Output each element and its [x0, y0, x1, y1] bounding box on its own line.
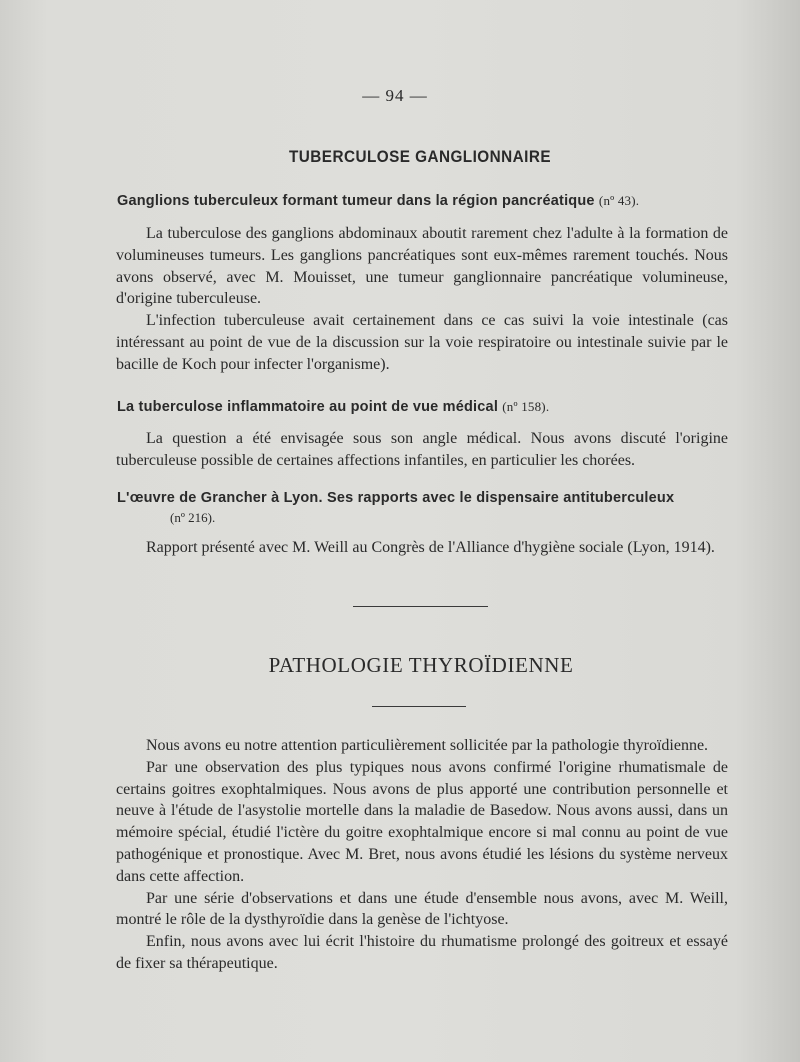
entry-body: [116, 537, 728, 559]
paragraph: La question a été envisagée sous son angle médical. Nous avons discuté l'origine tuberculeuse possible de certaines affections infantiles, en particulier les chorées.: [116, 430, 728, 469]
entry-heading-text: L'œuvre de Grancher à Lyon. Ses rapports avec le dispensaire antituberculeux: [117, 490, 675, 506]
entry-heading: [117, 399, 549, 415]
paragraph: L'infection tuberculeuse avait certainement dans ce cas suivi la voie intestinale (cas intéressant au point de vue de la discussion sur la voie respiratoire ou intestinale suivie par le bacille de Koch pour infecter l'organisme).: [116, 312, 728, 373]
entry-reference: (nº 216).: [170, 510, 216, 525]
entry-reference: (nº 158).: [502, 399, 550, 414]
paragraph: Rapport présenté avec M. Weill au Congrès de l'Alliance d'hygiène sociale (Lyon, 1914).: [146, 539, 715, 556]
entry-body: [116, 223, 728, 376]
entry-heading-text: Ganglions tuberculeux formant tumeur dans la région pancréatique: [117, 193, 595, 209]
paragraph: Par une observation des plus typiques nous avons confirmé l'origine rhumatismale de certains goitres exophtalmiques. Nous avons de plus apporté une contribution personnelle et neuve à l'étude de l'asystolie mortelle dans la maladie de Basedow. Nous avons aussi, dans un mémoire spécial, étudié l'ictère du goitre exophtalmique encore si mal connu au point de vue pathogénique et pronostique. Avec M. Bret, nous avons étudié les lésions du système nerveux dans cette affection.: [116, 758, 728, 885]
separator-rule: [372, 706, 466, 707]
paragraph: Nous avons eu notre attention particulièrement sollicitée par la pathologie thyroïdienne.: [146, 737, 709, 754]
section-title: TUBERCULOSE GANGLIONNAIRE: [288, 147, 552, 166]
entry-heading-text: La tuberculose inflammatoire au point de vue médical: [117, 399, 499, 415]
entry-heading: [117, 490, 674, 506]
entry-reference: (nº 43).: [598, 193, 640, 208]
separator-rule: [353, 606, 488, 607]
paragraph: Enfin, nous avons avec lui écrit l'histoire du rhumatisme prolongé des goitreux et essayé de fixer sa thérapeutique.: [116, 933, 728, 972]
paragraph: La tuberculose des ganglions abdominaux aboutit rarement chez l'adulte à la formation de volumineuses tumeurs. Les ganglions pancréatiques sont eux-mêmes rarement touchés. Nous avons observé, avec M. Mouisset, une tumeur ganglionnaire pancréatique volumineuse, d'origine tuberculeuse.: [116, 225, 728, 308]
chapter-title: PATHOLOGIE THYROÏDIENNE: [268, 653, 574, 677]
paragraph: Par une série d'observations et dans une étude d'ensemble nous avons, avec M. Weill, montré le rôle de la dysthyroïdie dans la genèse de l'ichtyose.: [116, 889, 728, 929]
chapter-body: [116, 735, 728, 975]
entry-body: [116, 428, 728, 472]
entry-heading: [117, 193, 639, 209]
page-number: — 94 —: [362, 86, 428, 105]
